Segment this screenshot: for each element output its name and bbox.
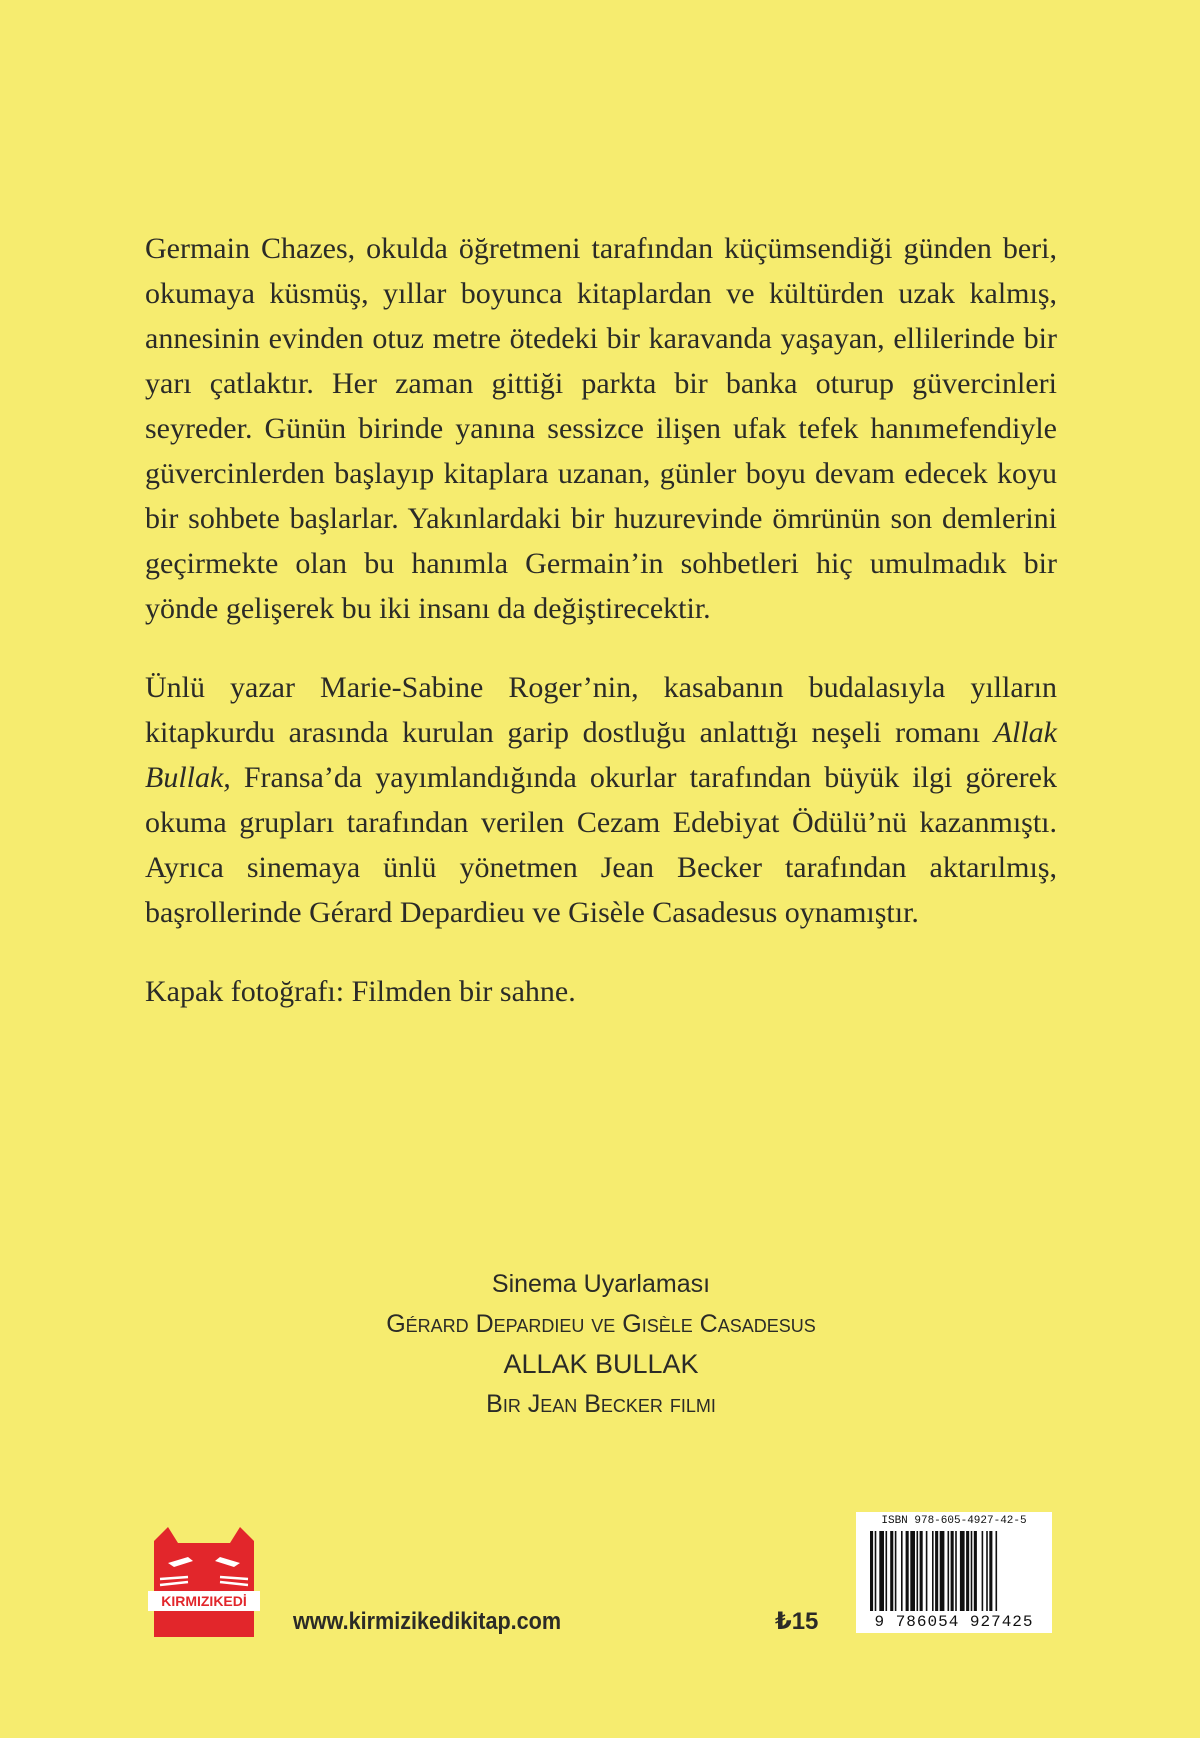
barcode-bar — [996, 1531, 998, 1611]
cover-photo-note: Kapak fotoğrafı: Filmden bir sahne. — [145, 975, 576, 1008]
barcode-bar — [971, 1531, 973, 1611]
film-title: ALLAK BULLAK — [503, 1349, 699, 1379]
barcode-bar — [920, 1531, 923, 1611]
film-cast: Gérard Depardieu ve Gisèle Casadesus — [386, 1310, 816, 1338]
blurb-paragraph-2-end: Fransa’da yayımlandığında okurlar tarafından büyük ilgi görerek okuma grupları tarafından verilen Cezam Edebiyat Ödülü’nü kazanmıştı. Ayrıca sinemaya ünlü yönetmen Jean Becker tarafından aktarılmış, başrollerinde Gérard Depardieu ve Gisèle Casadesus oynamıştır. — [145, 761, 1057, 929]
barcode-bar — [935, 1531, 938, 1611]
barcode-bar — [986, 1531, 988, 1611]
barcode-bar — [940, 1531, 945, 1611]
barcode-bar — [951, 1531, 954, 1611]
barcode-bar — [886, 1531, 888, 1611]
film-director: Bir Jean Becker filmi — [486, 1390, 716, 1418]
isbn-barcode — [856, 1512, 1052, 1633]
red-cat-icon — [148, 1527, 260, 1637]
blurb-paragraph-2 — [145, 665, 1057, 935]
barcode-bar — [974, 1531, 977, 1611]
blurb-paragraph-1: Germain Chazes, okulda öğretmeni tarafından küçümsendiği günden beri, okumaya küsmüş, yıllar boyunca kitaplardan ve kültürden uzak kalmış, annesinin evinden otuz metre ötedeki bir karavanda yaşayan, ellilerinde bir yarı çatlaktır. Her zaman gittiği parkta bir banka oturup güvercinleri seyreder. Günün birinde yanına sessizce ilişen ufak tefek hanımefendiyle güvercinlerden başlayıp kitaplara uzanan, günler boyu devam edecek koyu bir sohbete başlarlar. Yakınlardaki bir huzurevinde ömrünün son demlerini geçirmekte olan bu hanımla Germain’in sohbetleri hiç umulmadık bir yönde gelişerek bu iki insanı da değiştirecektir. — [145, 232, 1057, 625]
barcode-bar — [966, 1531, 969, 1611]
blurb-paragraph-2-start: Ünlü yazar Marie-Sabine Roger’nin, kasabanın budalasıyla yılların kitapkurdu arasında kurulan garip dostluğu anlattığı neşeli romanı — [145, 671, 1057, 749]
barcode-bar — [926, 1531, 928, 1611]
barcode-bar — [910, 1531, 915, 1611]
barcode-bar — [901, 1531, 903, 1611]
barcode-bar — [932, 1531, 934, 1611]
barcode-bar — [948, 1531, 950, 1611]
publisher-logo-text: KIRMIZIKEDİ — [161, 1593, 247, 1609]
barcode-bar — [890, 1531, 893, 1611]
publisher-logo — [148, 1527, 260, 1637]
barcode-bar — [982, 1531, 984, 1611]
barcode-bar — [960, 1531, 965, 1611]
barcode-bar — [955, 1531, 957, 1611]
book-title-italic: Allak Bullak, — [145, 716, 1057, 794]
barcode-bar — [906, 1531, 909, 1611]
barcode-digits: 9 786054 927425 — [874, 1613, 1034, 1631]
barcode-bar — [870, 1531, 873, 1611]
film-credits — [145, 1264, 1057, 1424]
publisher-website: www.kirmizikedikitap.com — [293, 1608, 562, 1635]
barcode-bar — [989, 1531, 992, 1611]
film-adaptation-label: Sinema Uyarlaması — [491, 1270, 711, 1298]
back-cover-blurb — [145, 226, 1057, 1014]
price-label: ₺15 — [775, 1608, 819, 1635]
isbn-label: ISBN 978-605-4927-42-5 — [881, 1515, 1027, 1527]
barcode-bar — [875, 1531, 877, 1611]
barcode-bar — [895, 1531, 897, 1611]
barcode-bar — [917, 1531, 919, 1611]
barcode-bar — [879, 1531, 884, 1611]
